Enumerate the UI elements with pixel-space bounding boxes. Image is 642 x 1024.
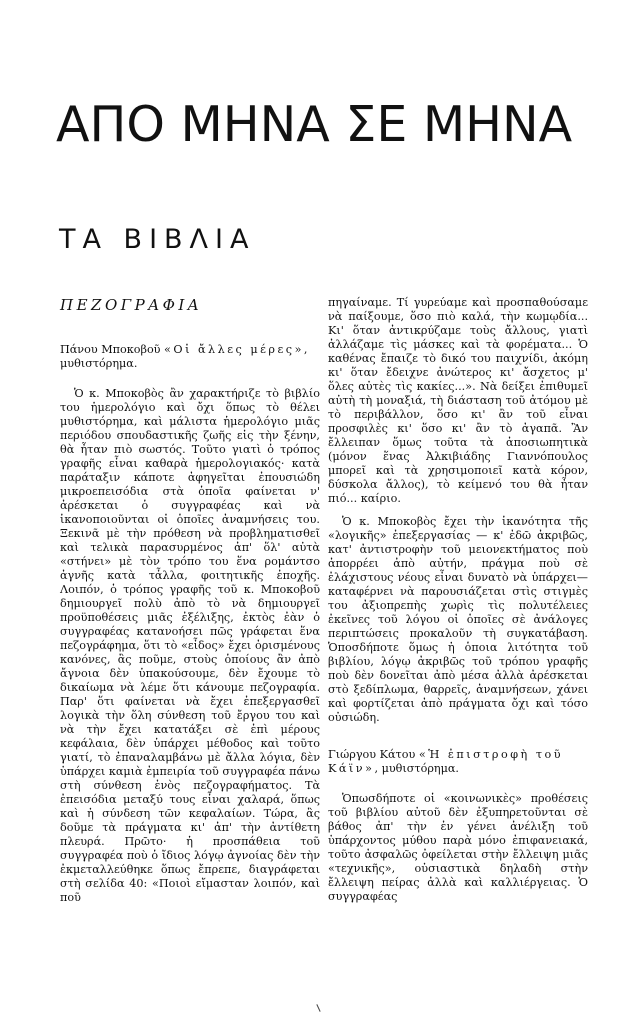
book-heading-1 [60,343,320,371]
subsection-heading: ΠΕΖΟΓΡΑΦΙΑ [60,296,203,314]
review-paragraph: Ὁ κ. Μποκοβὸς ἔχει τὴν ἱκανότητα τῆς «λογικῆς» ἐπεξεργασίας — κ' ἐδῶ ἀκριβῶς, κατ' ἀντιστροφὴν τοῦ μειονεκτήματος ποὺ ἀπορρέει ἀπὸ αὐτήν, πράγμα ποὺ σὲ ἐλάχιστους νέους εἶναι δυνατὸ νὰ ὑπάρχει— καταφέρνει νὰ παρουσιάζεται στὶς στιγμὲς του ἀξιοπρεπὴς χωρὶς τὶς πολυτέλειες ἐκεῖνες τοῦ λόγου οἱ ὁποῖες σὲ ἀνάλογες περιπτώσεις προκαλοῦν τὴ συγκατάβαση. Ὁποσδήποτε ὅμως ἡ ὁποια λιτότητα τοῦ βιβλίου, λόγῳ ἀκριβῶς τοῦ τρόπου γραφῆς ποὺ δὲν δονεῖται ἀπὸ μέσα ἀλλὰ ἀρέσκεται στὸ ξεδίπλωμα, θαρρεῖς, ἀναμνήσεων, χάνει καὶ φορτίζεται ἀπὸ πράγματα ὄχι καὶ τόσο οὐσιώδη. [328,515,588,724]
book-title: «Ἡ ἐπιστροφὴ τοῦ Κάϊν» [328,748,564,775]
book-genre: , μυθιστόρημα. [374,762,459,775]
book-genre: , μυθιστόρημα. [60,343,308,370]
page-title: ΑΠΟ ΜΗΝΑ ΣΕ ΜΗΝΑ [56,96,573,153]
review-paragraph: Ὁπωσδήποτε οἱ «κοινωνικὲς» προθέσεις τοῦ βιβλίου αὐτοῦ δὲν ἐξυπηρετοῦνται σὲ βάθος ἀπ' τὴν ἐν γένει ἀνέλιξη τοῦ ὑπάρχοντος μύθου παρὰ μόνο ἐπιφανειακά, τοῦτο ἀσφαλῶς ὀφείλεται στὴν ἔλλειψη μιᾶς «τεχνικῆς», οὐσιαστικὰ δηλαδὴ στὴν ἔλλειψη πείρας ἀλλὰ καὶ καλλιέργειας. Ὁ συγγραφέας [328,792,588,903]
scan-mark [316,1004,320,1012]
review-paragraph-continued: πηγαίναμε. Τί γυρεύαμε καὶ προσπαθούσαμε νὰ παίξουμε, ὅσο πιὸ καλά, τὴν κωμῳδία... Κι' ὅταν ἀντικρύζαμε τοὺς ἄλλους, γιατὶ ἀλλάζαμε τὶς μάσκες καὶ τὰ φορέματα... Ὁ καθένας ἔπαιζε τὸ δικό του παιχνίδι, ἀκόμη κι' ὅταν ἔδειχνε ἀνώτερος κι' ἄσχετος μ' ὅλες αὐτὲς τὶς κακίες...». Νὰ δείξει ἐπιθυμεῖ αὐτὴ τὴ μοναξιά, τὴ διάσταση τοῦ ἀτόμου μὲ τὸ περιβάλλον, ὅσο κι' ἂν τοῦ εἶναι προσφιλὲς κι' ὅσο κι' ἂν τὸ ἀγαπᾶ. Ἂν ἔλλειπαν ὅμως τοῦτα τὰ ἀποσιωπητικὰ (μόνον ἕνας Ἀλκιβιάδης Γιαννόπουλος μπορεῖ καὶ τὰ χρησιμοποιεῖ κατὰ κόρον, δύσκολα ἄλλος), τὸ κείμενό του θὰ ἦταν πιό... καίριο. [328,296,588,505]
book-title: «Οἱ ἄλλες μέρες» [164,343,304,356]
book-heading-2 [328,748,588,776]
review-paragraph: Ὁ κ. Μποκοβὸς ἂν χαρακτήριζε τὸ βιβλίο του ἡμερολόγιο καὶ ὄχι ὅπως τὸ θέλει μυθιστόρημα, καὶ μάλιστα ἡμερολόγιο μιᾶς περιόδου σπουδαστικῆς ζωῆς εἰς τὴν ξένην, θὰ ἦταν πιὸ σωστός. Τοῦτο γιατὶ ὁ τρόπος γραφῆς εἶναι καθαρὰ ἡμερολογιακός· κατὰ παράταξιν κάποτε ἀφηγεῖται ἐπουσιώδη μικροεπεισόδια στὰ ὁποῖα φαίνεται ν' ἀρέσκεται ὁ συγγραφέας καὶ νὰ ἱκανοποιοῦνται οἱ ὁποῖες ἀναμνήσεις του. Ξεκινᾶ μὲ τὴν πρόθεση νὰ προβληματισθεῖ καὶ τελικὰ παρασυρμένος ἀπ' ὅλ' αὐτὰ «στήνει» μὲ τὸν τρόπο του ἕνα ρομάντσο ἀγνῆς κατὰ τἆλλα, φοιτητικῆς ἐποχῆς. Λοιπόν, ὁ τρόπος γραφῆς τοῦ κ. Μποκοβοῦ δημιουργεῖ πολὺ ἀπὸ τὸ νὰ δημιουργεῖ προϋποθέσεις μιᾶς ἐξέλιξης, ἐκτὸς ἐὰν ὁ συγγραφέας κατανοήσει πῶς γράφεται ἕνα πεζογράφημα, ὅτι τὸ «εἶδος» ἔχει ὁρισμένους κανόνες, ἂς ποῦμε, στοὺς ὁποίους ἂν ἀπὸ ἄγνοια δὲν ὑπακούσουμε, δὲν ἔχουμε τὸ δικαίωμα νὰ λέμε ὅτι κάνουμε πεζογραφία. Παρ' ὅτι φαίνεται νὰ ἔχει ἐπεξεργασθεῖ λογικὰ τὴν ὅλη σύνθεση τοῦ ἔργου του καὶ νὰ τὴν ἔχει κατατάξει σὲ ἐπὶ μέρους κεφάλαια, δὲν ὑπάρχει μέθοδος καὶ τοῦτο γιατί, τὸ ἐπαναλαμβάνω μὲ ἄλλα λόγια, δὲν ὑπάρχει καμιὰ ἐμπειρία τοῦ συγγραφέα πάνω στὴ σύνθεση ἑνὸς πεζογραφήματος. Τὰ ἐπεισόδια μεταξύ τους εἶναι χαλαρά, ὅπως καὶ ἡ σύνδεση τῶν κεφαλαίων. Τώρα, ἂς δοῦμε τὰ πράγματα κι' ἀπ' τὴν ἀντίθετη πλευρά. Πρῶτο· ἡ προσπάθεια τοῦ συγγραφέα ποὺ ὁ ἴδιος λόγῳ ἀγνοίας δὲν τὴν ἐκμεταλλεύθηκε ὅπως ἔπρεπε, διαγράφεται στὴ σελίδα 40: «Ποιοὶ εἴμασταν λοιπόν, καὶ ποῦ [60,387,320,904]
left-column [60,296,320,914]
book-author: Γιώργου Κάτου [328,748,416,761]
right-column [328,296,588,913]
book-author: Πάνου Μποκοβοῦ [60,343,161,356]
section-title: ΤΑ ΒΙΒΛΙΑ [59,224,256,255]
